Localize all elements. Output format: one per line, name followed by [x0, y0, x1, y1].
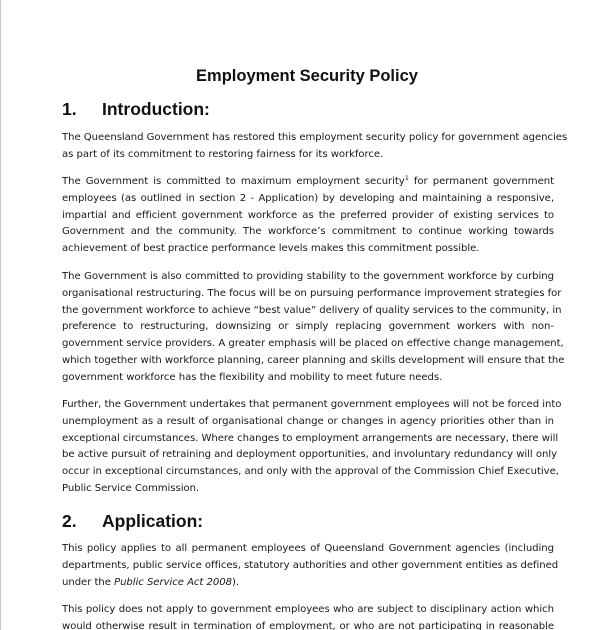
text-line: The Government is also committed to providing stability to the government workforce by curbing: [62, 271, 554, 282]
section-number: 2.: [62, 511, 77, 531]
text-run: The Government is committed to maximum employment security: [62, 176, 405, 187]
text-run: ).: [231, 576, 240, 588]
text-line: exceptional circumstances. Where changes to employment arrangements are necessary, there will: [62, 432, 559, 444]
section-heading-introduction: [62, 99, 210, 120]
text-line: This policy does not apply to government employees who are subject to disciplinary action which: [62, 604, 554, 615]
text-line: Public Service Commission.: [62, 482, 200, 494]
intro-paragraph-2: [62, 174, 554, 258]
text-run: for permanent government: [408, 176, 554, 187]
application-paragraph-2: [62, 602, 554, 630]
act-name: Public Service Act 2008: [114, 576, 232, 588]
text-line: Further, the Government undertakes that permanent government employees will not be forced into: [62, 399, 562, 410]
text-line: achievement of best practice performance levels makes this commitment possible.: [62, 243, 480, 255]
text-line: unemployment as a result of organisational change or changes in agency priorities other than in: [62, 415, 554, 427]
intro-paragraph-3: [62, 269, 565, 387]
footnote-ref[interactable]: 1: [404, 174, 409, 182]
intro-paragraph-4: [62, 397, 562, 498]
text-line: employees (as outlined in section 2 - Application) by developing and maintaining a responsive,: [62, 192, 554, 204]
text-line: [62, 575, 554, 592]
text-line: government service providers. A greater emphasis will be placed on effective change management,: [62, 338, 564, 350]
document-title: Employment Security Policy: [196, 67, 418, 85]
application-paragraph-1: [62, 541, 559, 591]
text-line: [62, 174, 554, 191]
text-line: departments, public service offices, statutory authorities and other government entities as defined: [62, 559, 559, 571]
text-line: the government workforce to achieve “best value” delivery of quality services to the community, in: [62, 304, 562, 316]
text-line: occur in exceptional circumstances, and only with the approval of the Commission Chief Executive,: [62, 466, 559, 478]
text-line: This policy applies to all permanent employees of Queensland Government agencies (including: [62, 543, 554, 554]
section-number: 1.: [62, 99, 77, 119]
section-title: Application:: [102, 511, 204, 531]
section-heading-application: [62, 511, 203, 532]
text-line: as part of its commitment to restoring fairness for its workforce.: [62, 148, 384, 160]
text-line: Government and the community. The workforce’s commitment to continue working towards: [62, 226, 554, 238]
text-line: impartial and efficient government workforce as the preferred provider of existing services to: [62, 209, 554, 221]
text-line: would otherwise result in termination of employment, or who are not participating in reasonable: [62, 620, 554, 630]
text-line: government workforce has the flexibility and mobility to meet future needs.: [62, 371, 443, 383]
text-line: which together with workforce planning, career planning and skills development will ensure that the: [62, 354, 565, 366]
text-line: organisational restructuring. The focus will be on pursuing performance improvement strategies for: [62, 287, 562, 299]
text-line: The Queensland Government has restored this employment security policy for government agencies: [62, 132, 568, 143]
intro-paragraph-1: [62, 130, 568, 164]
section-title: Introduction:: [102, 99, 210, 119]
text-line: be active pursuit of retraining and deployment opportunities, and involuntary redundancy will only: [62, 449, 557, 461]
text-run: under the: [62, 576, 115, 588]
text-line: preference to restructuring, downsizing or simply replacing government workers with non-: [62, 321, 554, 333]
